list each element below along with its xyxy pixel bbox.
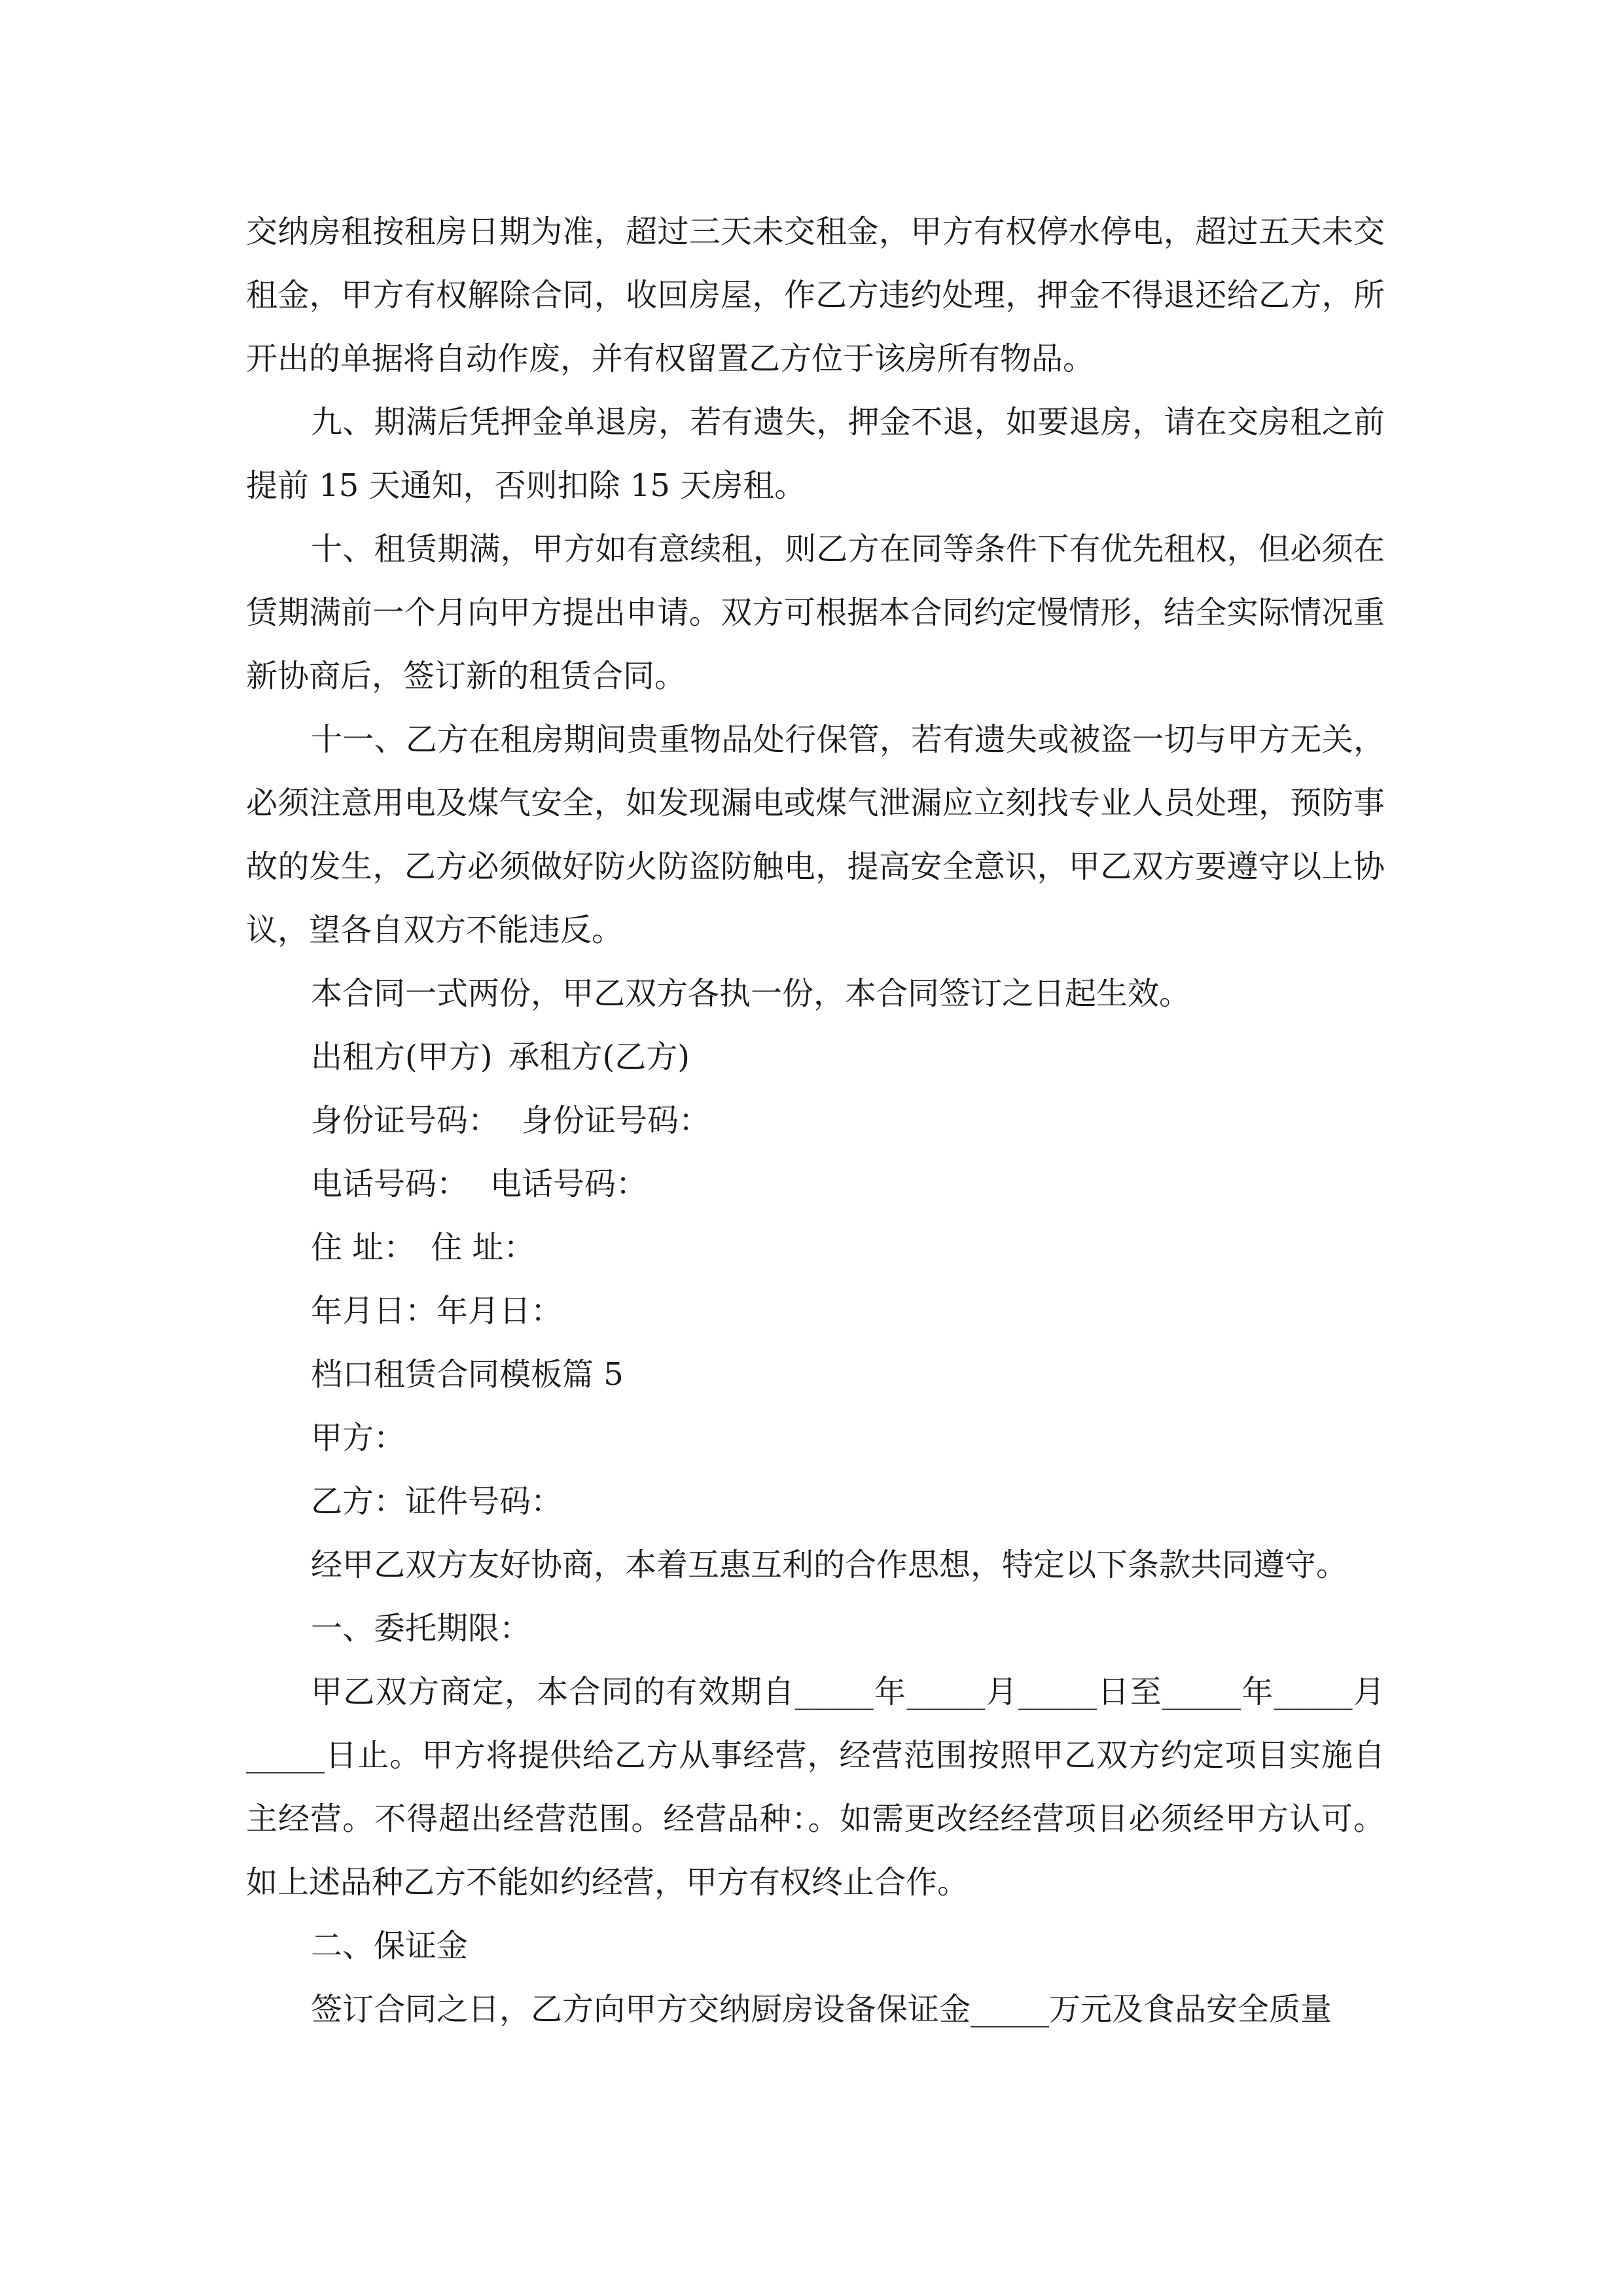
landlord-id-label: 身份证号码： [311, 1102, 500, 1139]
landlord-address-label: 住 址： [311, 1229, 416, 1266]
paragraph-term: 甲乙双方商定，本合同的有效期自_____年_____月_____日至_____年_____月_____日止。甲方将提供给乙方从事经营，经营范围按照甲乙双方约定项目实施自主经营。不得超出经营范围。经营品种：。如需更改经经营项目必须经甲方认可。如上述品种乙方不能如约经营，甲方有权终止合作。 [246, 1674, 1385, 1901]
landlord-date-label: 年月日： [311, 1293, 437, 1329]
paragraph-clause-11: 十一、乙方在租房期间贵重物品处行保管，若有遗失或被盗一切与甲方无关，必须注意用电及煤气安全，如发现漏电或煤气泄漏应立刻找专业人员处理，预防事故的发生，乙方必须做好防火防盗防触电，提高安全意识，甲乙双方要遵守以上协议，望各自双方不能违反。 [246, 721, 1385, 948]
section-title: 档口租赁合同模板篇 5 [311, 1356, 624, 1393]
landlord-phone-label: 电话号码： [311, 1166, 469, 1202]
tenant-label: 承租方(乙方) [508, 1039, 690, 1075]
paragraph-deposit: 签订合同之日，乙方向甲方交纳厨房设备保证金_____万元及食品安全质量 [311, 1991, 1332, 2028]
tenant-address-label: 住 址： [431, 1229, 535, 1266]
paragraph-clause-9: 九、期满后凭押金单退房，若有遗失，押金不退，如要退房，请在交房租之前提前 15 天通知，否则扣除 15 天房租。 [246, 404, 1385, 504]
phone-line [246, 1153, 1385, 1216]
tenant-phone-label: 电话号码： [490, 1166, 648, 1202]
heading-term: 一、委托期限： [311, 1610, 531, 1647]
address-line [246, 1216, 1385, 1280]
document-body [246, 200, 1385, 2041]
tenant-date-label: 年月日： [437, 1293, 563, 1329]
landlord-label: 出租方(甲方) [311, 1039, 493, 1075]
heading-deposit: 二、保证金 [311, 1928, 469, 1964]
paragraph-rent-payment: 交纳房租按租房日期为准，超过三天未交租金，甲方有权停水停电，超过五天未交租金，甲方有权解除合同，收回房屋，作乙方违约处理，押金不得退还给乙方，所开出的单据将自动作废，并有权留置乙方位于该房所有物品。 [246, 213, 1385, 377]
paragraph-clause-10: 十、租赁期满，甲方如有意续租，则乙方在同等条件下有优先租权，但必须在赁期满前一个月向甲方提出申请。双方可根据本合同约定慢情形，结全实际情况重新协商后，签订新的租赁合同。 [246, 531, 1385, 694]
party-a-line: 甲方： [311, 1420, 406, 1456]
signature-parties-line [246, 1026, 1385, 1089]
date-line [246, 1280, 1385, 1343]
paragraph-preamble: 经甲乙双方友好协商，本着互惠互利的合作思想，特定以下条款共同遵守。 [311, 1547, 1348, 1583]
tenant-id-label: 身份证号码： [522, 1102, 711, 1139]
paragraph-effective: 本合同一式两份，甲乙双方各执一份，本合同签订之日起生效。 [311, 975, 1191, 1012]
id-number-line [246, 1089, 1385, 1153]
party-b-line: 乙方：证件号码： [311, 1483, 563, 1520]
